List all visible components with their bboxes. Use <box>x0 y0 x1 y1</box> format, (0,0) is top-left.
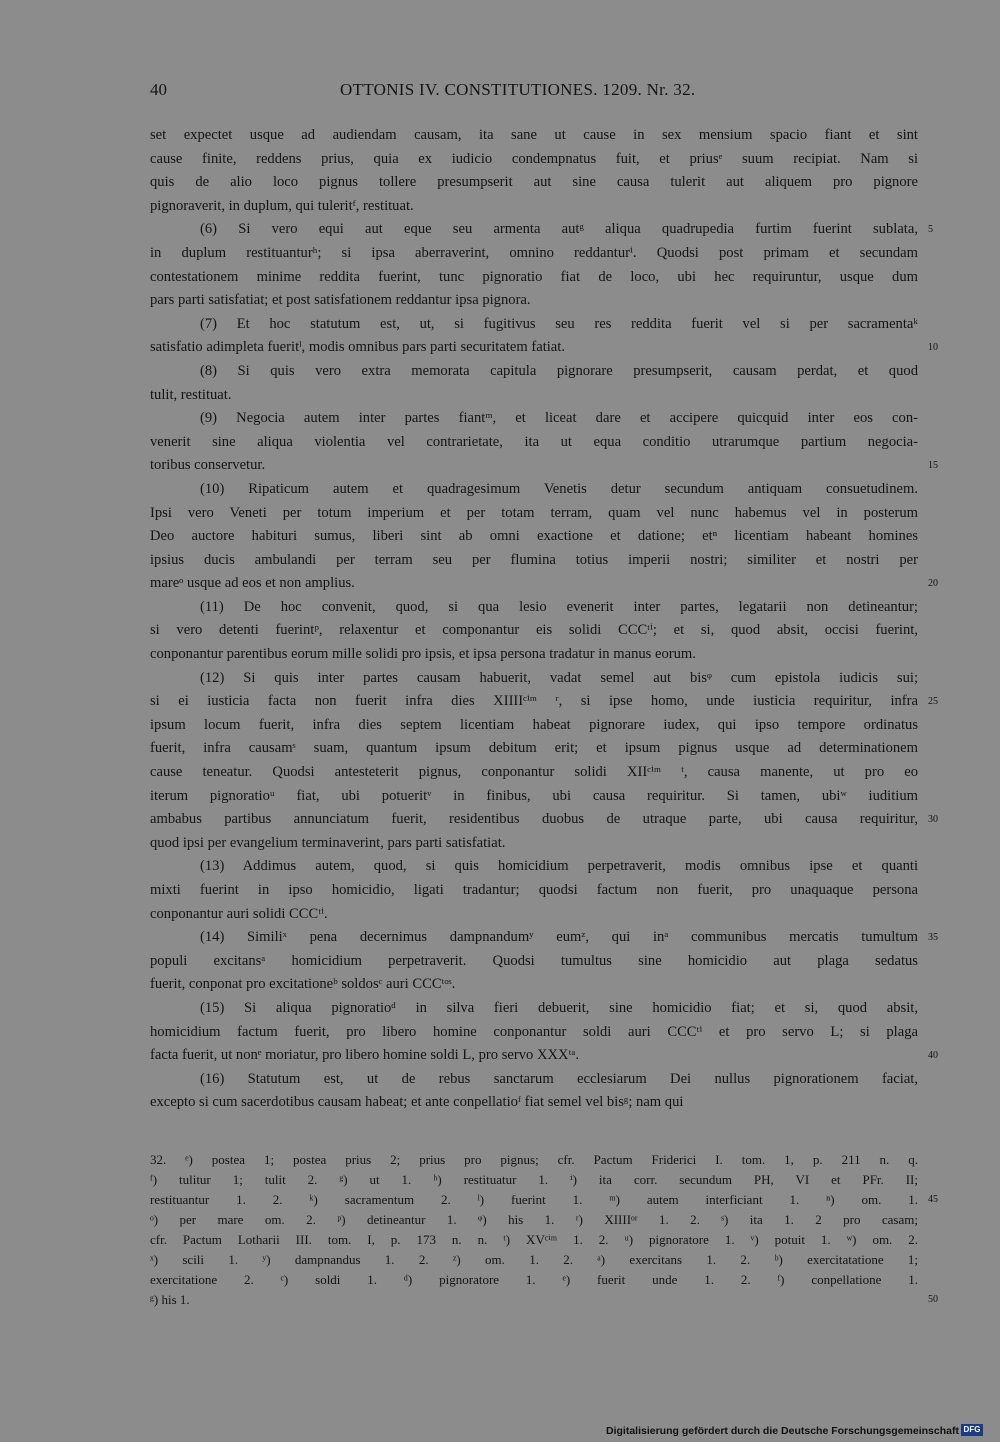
text-line: ipsius ducis ambulandi per terram seu per flumina totius imperii nostri; similiter et nostri per <box>150 551 918 568</box>
text-line: conponantur parentibus eorum mille solidi pro ipsis, et ipsa persona tradatur in manus eorum. <box>150 646 696 663</box>
text-line: fuerit, infra causamˢ suam, quantum ipsum debitum erit; et ipsum pignus usque ad determinationem <box>150 740 918 757</box>
line-number: 15 <box>928 460 938 472</box>
line-number: 25 <box>928 696 938 708</box>
text-line: (9) Negocia autem inter partes fiantᵐ, et liceat dare et accipere quicquid inter eos con- <box>200 410 918 427</box>
footnote-line: ᵒ) per mare om. 2. ᵖ) detineantur 1. ᵠ) his 1. ʳ) XIIIIᵒʳ 1. 2. ˢ) ita 1. 2 pro casam; <box>150 1212 918 1227</box>
text-line: homicidium factum fuerit, pro libero homine conponantur soldi auri CCCᵗⁱ et pro servo L; si plaga <box>150 1023 918 1040</box>
text-line: si vero detenti fuerintᵖ, relaxentur et componantur eis solidi CCCᵗⁱ; et si, quod absit, occisi fuerint, <box>150 622 918 639</box>
footnote-line: ᶠ) tulitur 1; tulit 2. ᵍ) ut 1. ʰ) restituatur 1. ⁱ) ita corr. secundum PH, VI et PFr. II; <box>150 1172 918 1187</box>
text-line: conponantur auri solidi CCCᵗⁱ. <box>150 905 328 922</box>
text-line: quod ipsi per evangelium terminaverint, pars parti satisfatiat. <box>150 834 506 851</box>
line-number: 20 <box>928 578 938 590</box>
text-line: mixti fuerint in ipso homicidio, ligati tradantur; quodsi factum non fuerit, pro unaquaque persona <box>150 882 918 898</box>
text-line: (12) Si quis inter partes causam habuerit, vadat semel aut bisᵠ cum epistola iudicis sui; <box>200 669 918 686</box>
text-line: mareᵒ usque ad eos et non amplius. <box>150 575 355 592</box>
text-line: toribus conservetur. <box>150 457 266 474</box>
text-line: cause teneatur. Quodsi antesteterit pignus, conponantur solidi XIIᶜⁱᵐ ᵗ, causa manente, ut pro eo <box>150 764 918 781</box>
footnote-line-number: 50 <box>928 1294 938 1305</box>
line-number: 35 <box>928 932 938 944</box>
text-line: contestationem minime reddita fuerint, tunc pignoratio fiat de loco, ubi hec requiruntur, usque dum <box>150 268 918 285</box>
line-number: 40 <box>928 1050 938 1062</box>
text-line: (10) Ripaticum autem et quadragesimum Venetis detur secundum antiquam consuetudinem. <box>200 480 918 497</box>
text-line: (16) Statutum est, ut de rebus sanctarum ecclesiarum Dei nullus pignorationem faciat, <box>200 1070 918 1087</box>
footnote-line-number: 45 <box>928 1194 938 1205</box>
text-line: (11) De hoc convenit, quod, si qua lesio evenerit inter partes, legatarii non detineantur; <box>200 598 918 615</box>
page-number: 40 <box>150 80 167 99</box>
text-line: fuerit, conponat pro excitationeᵇ soldosᶜ auri CCCᵗᵒˢ. <box>150 976 456 993</box>
text-line: (7) Et hoc statutum est, ut, si fugitivus seu res reddita fuerit vel si per sacramentaᵏ <box>200 315 918 332</box>
text-line: (15) Si aliqua pignoratioᵈ in silva fieri debuerit, sine homicidio fiat; et si, quod absit, <box>200 999 918 1016</box>
text-line: excepto si cum sacerdotibus causam habeat; et ante conpellatioᶠ fiat semel vel bisᵍ; nam qui <box>150 1094 684 1111</box>
text-line: in duplum restituanturʰ; si ipsa aberraverint, omnino reddanturⁱ. Quodsi post primam et secundam <box>150 244 918 261</box>
footnote-line: 32. ᵉ) postea 1; postea prius 2; prius pro pignus; cfr. Pactum Friderici I. tom. 1, p. 211 n. q. <box>150 1152 918 1167</box>
text-line: pars parti satisfatiat; et post satisfationem reddantur ipsa pignora. <box>150 292 531 309</box>
text-line: (8) Si quis vero extra memorata capitula pignorare presumpserit, causam perdat, et quod <box>200 362 918 379</box>
text-line: iterum pignoratioᵘ fiat, ubi potueritᵛ in finibus, ubi causa requiritur. Si tamen, ubiʷ iuditium <box>150 787 918 804</box>
line-number: 10 <box>928 342 938 354</box>
line-number: 5 <box>928 224 933 236</box>
footnote-line: ˣ) scili 1. ʸ) dampnandus 1. 2. ᶻ) om. 1. 2. ᵃ) exercitans 1. 2. ᵇ) exercitatatione 1; <box>150 1252 918 1267</box>
text-line: facta fuerit, ut nonᵉ moriatur, pro libero homine soldi L, pro servo XXXᵗᵃ. <box>150 1047 580 1064</box>
footnote-line: restituantur 1. 2. ᵏ) sacramentum 2. ˡ) fuerint 1. ᵐ) autem interficiant 1. ⁿ) om. 1. <box>150 1192 918 1207</box>
text-line: satisfatio adimpleta fueritˡ, modis omnibus pars parti securitatem fatiat. <box>150 339 565 356</box>
text-line: populi excitansᵃ homicidium perpetraverit. Quodsi tumultus sine homicidio aut plaga sedatus <box>150 952 918 969</box>
text-line: cause finite, reddens prius, quia ex iudicio condempnatus fuit, et priusᵉ suum recipiat. Nam si <box>150 150 918 167</box>
footnote-line: cfr. Pactum Lotharii III. tom. I, p. 173 n. n. ᵗ) XVᶜⁱᵐ 1. 2. ᵘ) pignoratore 1. ᵛ) potuit 1. ʷ) om. 2. <box>150 1232 918 1247</box>
text-line: tulit, restituat. <box>150 386 232 403</box>
text-line: (14) Similiˣ pena decernimus dampnandumʸ eumᶻ, qui inᵃ communibus mercatis tumultum <box>200 929 918 946</box>
running-title: OTTONIS IV. CONSTITUTIONES. 1209. Nr. 32. <box>340 80 696 99</box>
text-line: venerit sine aliqua violentia vel contrarietate, ita ut equa conditio utrarumque partium negocia- <box>150 433 918 450</box>
footnote-line: exercitatione 2. ᶜ) soldi 1. ᵈ) pignoratore 1. ᵉ) fuerit unde 1. 2. ᶠ) conpellatione 1. <box>150 1272 918 1287</box>
running-header <box>150 80 918 104</box>
text-line: ambabus partibus annunciatum fuerit, residentibus duobus de utraque parte, ubi causa requiritur, <box>150 811 918 828</box>
text-line: quis de alio loco pignus tollere presumpserit aut sine causa tulerit aut aliquem pro pignore <box>150 174 918 191</box>
text-line: Ipsi vero Veneti per totum imperium et per totam terram, quam vel nunc habemus vel in posterum <box>150 504 918 521</box>
footnotes <box>150 1150 918 1310</box>
text-line: set expectet usque ad audiendam causam, ita sane ut cause in sex mensium spacio fiant et sint <box>150 127 918 143</box>
footnote-line: ᵍ) his 1. <box>150 1292 190 1307</box>
text-line: pignoraverit, in duplum, qui tuleritᶠ, restituat. <box>150 197 414 214</box>
text-line: (6) Si vero equi aut eque seu armenta autᵍ aliqua quadrupedia furtim fuerint sublata, <box>200 221 918 238</box>
text-line: ipsum locum fuerit, infra dies septem licentiam habeat pignorare iudex, qui ipso tempore ordinatus <box>150 716 918 733</box>
main-text <box>150 124 918 1115</box>
dfg-funding-note: Digitalisierung gefördert durch die Deutsche Forschungsgemeinschaft <box>606 1425 959 1437</box>
text-line: si ei iusticia facta non fuerit infra dies XIIIIᶜⁱᵐ ʳ, si ipse homo, unde iusticia requiritur, infra <box>150 693 918 710</box>
text-line: Deo auctore habituri sumus, liberi sint ab omni exactione et datione; etⁿ licentiam habeant homines <box>150 528 918 545</box>
text-line: (13) Addimus autem, quod, si quis homicidium perpetraverit, modis omnibus ipse et quanti <box>200 858 918 875</box>
dfg-logo: DFG <box>961 1424 983 1436</box>
line-number: 30 <box>928 814 938 826</box>
